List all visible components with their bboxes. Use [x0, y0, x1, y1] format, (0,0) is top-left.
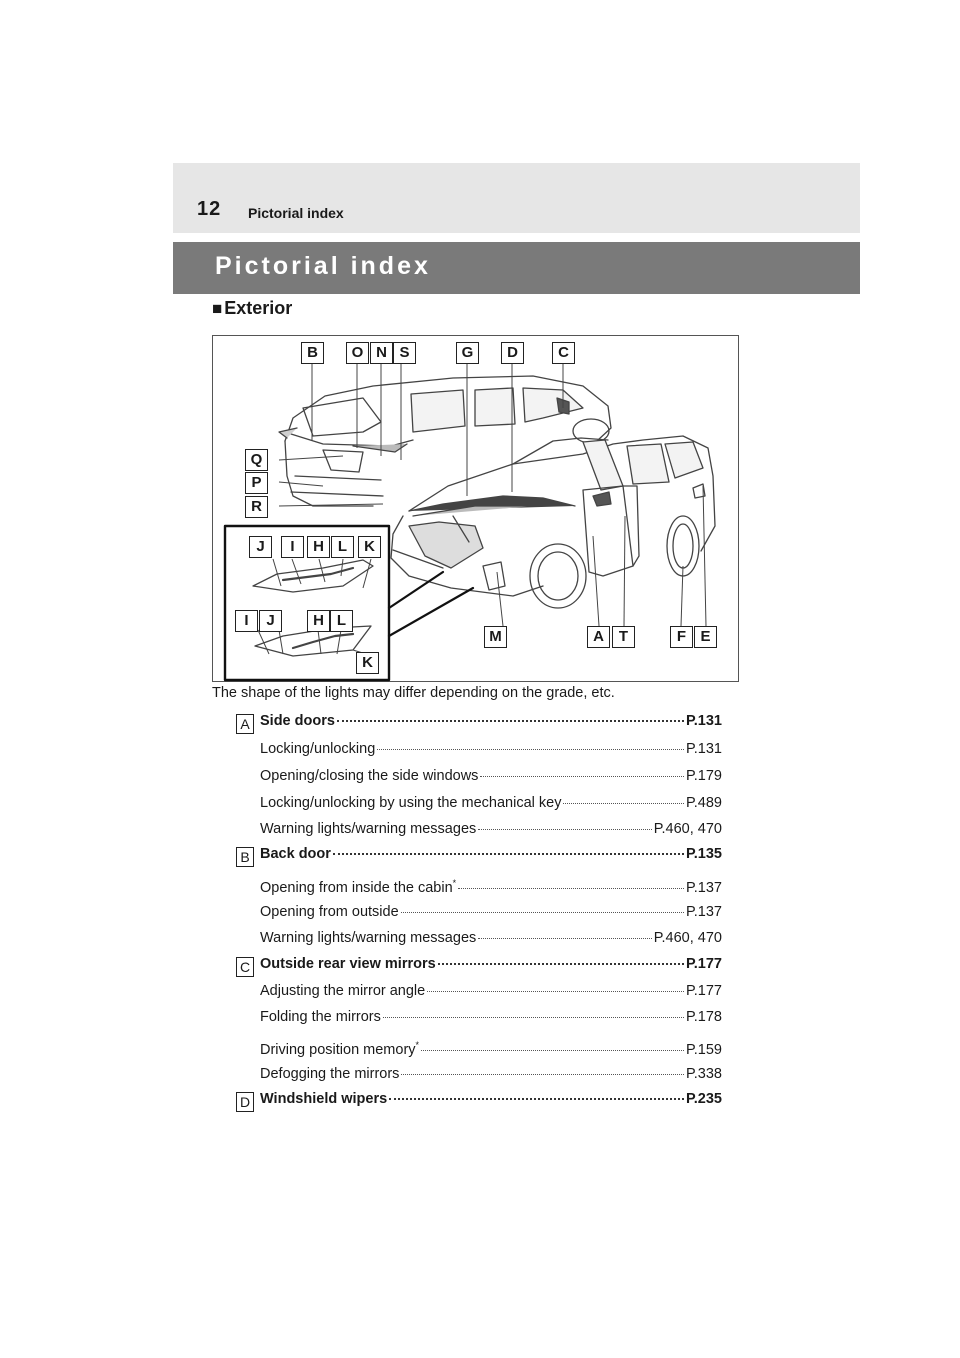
leader-dots — [427, 990, 684, 992]
index-subentry[interactable] — [260, 983, 722, 1005]
entry-page-ref: P.159 — [685, 1041, 722, 1058]
entry-page-ref: P.179 — [685, 768, 722, 784]
entry-label: Back door — [260, 846, 331, 862]
index-entry-outside-rear-view-mirrors[interactable] — [260, 956, 722, 978]
leader-dots — [478, 937, 651, 939]
page-number: 12 — [197, 198, 222, 220]
leader-dots — [563, 802, 684, 804]
callout-e: E — [694, 626, 717, 648]
callout-d: D — [501, 342, 524, 364]
entry-label: Outside rear view mirrors — [260, 956, 436, 972]
figure-caption: The shape of the lights may differ depending on the grade, etc. — [212, 685, 615, 701]
entry-page-ref: P.135 — [685, 846, 722, 862]
entry-page-ref: P.131 — [685, 713, 722, 729]
leader-dots — [401, 1073, 684, 1075]
index-subentry[interactable] — [260, 768, 722, 790]
index-subentry[interactable] — [260, 1066, 722, 1088]
item-letter-d: D — [236, 1092, 254, 1112]
index-entry-side-doors[interactable] — [260, 713, 722, 735]
entry-label: Folding the mirrors — [260, 1009, 381, 1025]
entry-label: Locking/unlocking by using the mechanical key — [260, 795, 562, 811]
callout-s: S — [393, 342, 416, 364]
header-bar — [173, 163, 860, 233]
leader-dots — [389, 1097, 684, 1100]
leader-dots — [478, 828, 651, 830]
entry-page-ref: P.137 — [685, 879, 722, 896]
footnote-marker: * — [452, 878, 457, 888]
leader-dots — [480, 775, 684, 777]
title-band — [173, 242, 860, 294]
leader-dots — [383, 1016, 684, 1018]
callout-g: G — [456, 342, 479, 364]
entry-page-ref: P.131 — [685, 741, 722, 757]
running-title: Pictorial index — [248, 205, 344, 221]
index-subentry[interactable] — [260, 1009, 722, 1031]
entry-label: Opening from outside — [260, 904, 399, 920]
entry-page-ref: P.235 — [685, 1091, 722, 1107]
leader-dots — [421, 1049, 684, 1051]
index-subentry[interactable] — [260, 878, 722, 900]
callout-c: C — [552, 342, 575, 364]
callout-q: Q — [245, 449, 268, 471]
callout-a: A — [587, 626, 610, 648]
entry-label: Windshield wipers — [260, 1091, 388, 1107]
callout-k-upper: K — [358, 536, 381, 558]
entry-page-ref: P.338 — [685, 1066, 722, 1082]
section-marker: ■ — [212, 299, 223, 318]
callout-i-upper: I — [281, 536, 304, 558]
callout-m: M — [484, 626, 507, 648]
section-heading — [212, 298, 292, 319]
item-letter-c: C — [236, 957, 254, 977]
callout-k-lower: K — [356, 652, 379, 674]
entry-page-ref: P.178 — [685, 1009, 722, 1025]
callout-i-lower: I — [235, 610, 258, 632]
callout-j-upper: J — [249, 536, 272, 558]
entry-page-ref: P.137 — [685, 904, 722, 920]
entry-page-ref: P.489 — [685, 795, 722, 811]
index-subentry[interactable] — [260, 930, 722, 952]
entry-page-ref: P.177 — [685, 983, 722, 999]
index-entry-windshield-wipers[interactable] — [260, 1091, 722, 1113]
footnote-marker: * — [415, 1040, 420, 1050]
entry-page-ref: P.177 — [685, 956, 722, 972]
callout-h-upper: H — [307, 536, 330, 558]
callout-l-upper: L — [331, 536, 354, 558]
entry-label: Adjusting the mirror angle — [260, 983, 426, 999]
page-title: Pictorial index — [215, 252, 431, 280]
leader-dots — [401, 911, 684, 913]
entry-label: Opening/closing the side windows — [260, 768, 479, 784]
index-subentry[interactable] — [260, 1040, 722, 1062]
callout-j-lower: J — [259, 610, 282, 632]
callout-n: N — [370, 342, 393, 364]
entry-label — [260, 1040, 419, 1058]
callout-p: P — [245, 472, 268, 494]
vehicle-drawing — [213, 336, 740, 683]
entry-label: Defogging the mirrors — [260, 1066, 400, 1082]
entry-label: Warning lights/warning messages — [260, 821, 477, 837]
entry-page-ref: P.460, 470 — [653, 821, 722, 837]
entry-label: Locking/unlocking — [260, 741, 376, 757]
entry-page-ref: P.460, 470 — [653, 930, 722, 946]
leader-dots — [438, 962, 684, 965]
leader-dots — [337, 719, 684, 722]
callout-o: O — [346, 342, 369, 364]
index-subentry[interactable] — [260, 821, 722, 843]
exterior-illustration — [212, 335, 739, 682]
entry-label-text: Driving position memory — [260, 1041, 416, 1058]
item-letter-a: A — [236, 714, 254, 734]
section-heading-text: Exterior — [224, 298, 293, 318]
leader-dots — [458, 887, 684, 889]
callout-f: F — [670, 626, 693, 648]
callout-t: T — [612, 626, 635, 648]
callout-l-lower: L — [330, 610, 353, 632]
entry-label: Side doors — [260, 713, 335, 729]
index-subentry[interactable] — [260, 741, 722, 763]
entry-label-text: Opening from inside the cabin — [260, 879, 453, 896]
callout-b: B — [301, 342, 324, 364]
item-letter-b: B — [236, 847, 254, 867]
index-subentry[interactable] — [260, 904, 722, 926]
callout-h-lower: H — [307, 610, 330, 632]
leader-dots — [377, 748, 684, 750]
index-entry-back-door[interactable] — [260, 846, 722, 868]
entry-label: Warning lights/warning messages — [260, 930, 477, 946]
callout-r: R — [245, 496, 268, 518]
leader-dots — [333, 852, 684, 855]
entry-label — [260, 878, 456, 896]
index-subentry[interactable] — [260, 795, 722, 817]
